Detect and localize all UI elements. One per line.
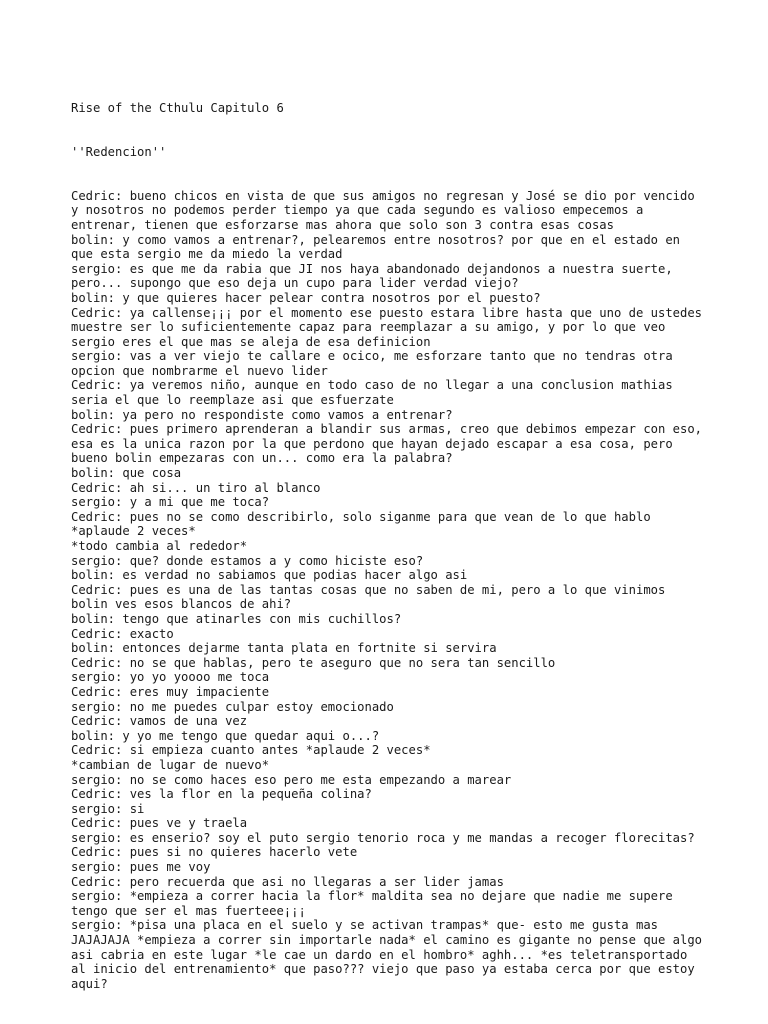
dialogue-line: Cedric: bueno chicos en vista de que sus amigos no regresan y José se dio por vencido y nosotros no podemos perder tiempo ya que cada segundo es valioso empecemos a entrenar, tienen que esforzarse mas ahora que solo son 3 contra esas cosas — [71, 188, 703, 232]
dialogue-line: bolin: que cosa — [71, 466, 182, 481]
dialogue-line: Cedric: pero recuerda que asi no llegaras a ser lider jamas — [71, 874, 504, 889]
dialogue-line: bolin: tengo que atinarles con mis cuchillos? — [71, 611, 402, 626]
dialogue-line: *cambian de lugar de nuevo* — [71, 757, 270, 772]
dialogue-line: sergio: no se como haces eso pero me esta empezando a marear — [71, 772, 512, 787]
dialogue-line: sergio: pues me voy — [71, 860, 211, 875]
dialogue-lines — [71, 188, 710, 992]
dialogue-line: Cedric: ah si... un tiro al blanco — [71, 480, 321, 495]
dialogue-line: Cedric: si empieza cuanto antes *aplaude 2 veces* — [71, 743, 431, 758]
dialogue-line: sergio: que? donde estamos a y como hiciste eso? — [71, 553, 424, 568]
dialogue-line: Cedric: no se que hablas, pero te aseguro que no sera tan sencillo — [71, 655, 556, 670]
dialogue-line: Cedric: exacto — [71, 626, 174, 641]
document-body — [71, 72, 710, 1021]
dialogue-line: Cedric: ves la flor en la pequeña colina? — [71, 787, 372, 802]
dialogue-line: Cedric: pues primero aprenderan a blandir sus armas, creo que debimos empezar con eso, esa es la unica razon por la que perdono que hayan dejado escapar a esa cosa, pero bueno bolin empezaras con un... como era la palabra? — [71, 422, 710, 466]
dialogue-line: bolin: y que quieres hacer pelear contra nosotros por el puesto? — [71, 290, 541, 305]
dialogue-line: bolin: y yo me tengo que quedar aqui o...? — [71, 728, 380, 743]
dialogue-line: sergio: y a mi que me toca? — [71, 495, 270, 510]
document-subtitle: ''Redencion'' — [71, 144, 167, 159]
dialogue-line: sergio: yo yo yoooo me toca — [71, 670, 270, 685]
dialogue-line: Cedric: pues es una de las tantas cosas que no saben de mi, pero a lo que vinimos bolin ves esos blancos de ahi? — [71, 582, 673, 612]
dialogue-line: Cedric: pues ve y traela — [71, 816, 248, 831]
dialogue-line: bolin: es verdad no sabiamos que podias hacer algo asi — [71, 568, 468, 583]
dialogue-line: Cedric: eres muy impaciente — [71, 684, 270, 699]
dialogue-line: sergio: si — [71, 801, 145, 816]
dialogue-line: sergio: es enserio? soy el puto sergio tenorio roca y me mandas a recoger florecitas? — [71, 830, 695, 845]
dialogue-line: Cedric: ya veremos niño, aunque en todo caso de no llegar a una conclusion mathias seria el que lo reemplaze asi que esfuerzate — [71, 378, 681, 408]
dialogue-line: sergio: *empieza a correr hacia la flor* maldita sea no dejare que nadie me supere tengo que ser el mas fuerteee¡¡¡ — [71, 889, 681, 918]
document-title: Rise of the Cthulu Capitulo 6 — [71, 101, 284, 116]
dialogue-line: Cedric: vamos de una vez — [71, 714, 248, 729]
dialogue-line: sergio: vas a ver viejo te callare e ocico, me esforzare tanto que no tendras otra opcion que nombrarme el nuevo lider — [71, 349, 681, 378]
dialogue-line: bolin: ya pero no respondiste como vamos a entrenar? — [71, 407, 453, 422]
dialogue-line: sergio: es que me da rabia que JI nos haya abandonado dejandonos a nuestra suerte, pero... supongo que eso deja un cupo para lider verdad viejo? — [71, 261, 681, 291]
dialogue-line: sergio: *pisa una placa en el suelo y se activan trampas* que- esto me gusta mas JAJAJAJA *empieza a correr sin importarle nada* el camino es gigante no pense que algo asi cabria en este lugar *le cae un dardo en el hombro* aghh... *es teletransportado al inicio del entrenamiento* que paso??? viejo que paso ya estaba cerca por que estoy aqui? — [71, 918, 710, 991]
dialogue-line: sergio: no me puedes culpar estoy emocionado — [71, 699, 394, 714]
dialogue-line: Cedric: pues no se como describirlo, solo siganme para que vean de lo que hablo *aplaude 2 veces* — [71, 509, 659, 539]
dialogue-line: Cedric: ya callense¡¡¡ por el momento ese puesto estara libre hasta que uno de ustedes muestre ser lo suficientemente capaz para reemplazar a su amigo, y por lo que veo sergio eres el que mas se aleja de esa definicion — [71, 305, 710, 349]
dialogue-line: Cedric: pues si no quieres hacerlo vete — [71, 845, 358, 860]
dialogue-line: bolin: y como vamos a entrenar?, pelearemos entre nosotros? por que en el estado en que esta sergio me da miedo la verdad — [71, 232, 688, 262]
dialogue-line: *todo cambia al rededor* — [71, 539, 248, 553]
dialogue-line: bolin: entonces dejarme tanta plata en fortnite si servira — [71, 641, 497, 656]
